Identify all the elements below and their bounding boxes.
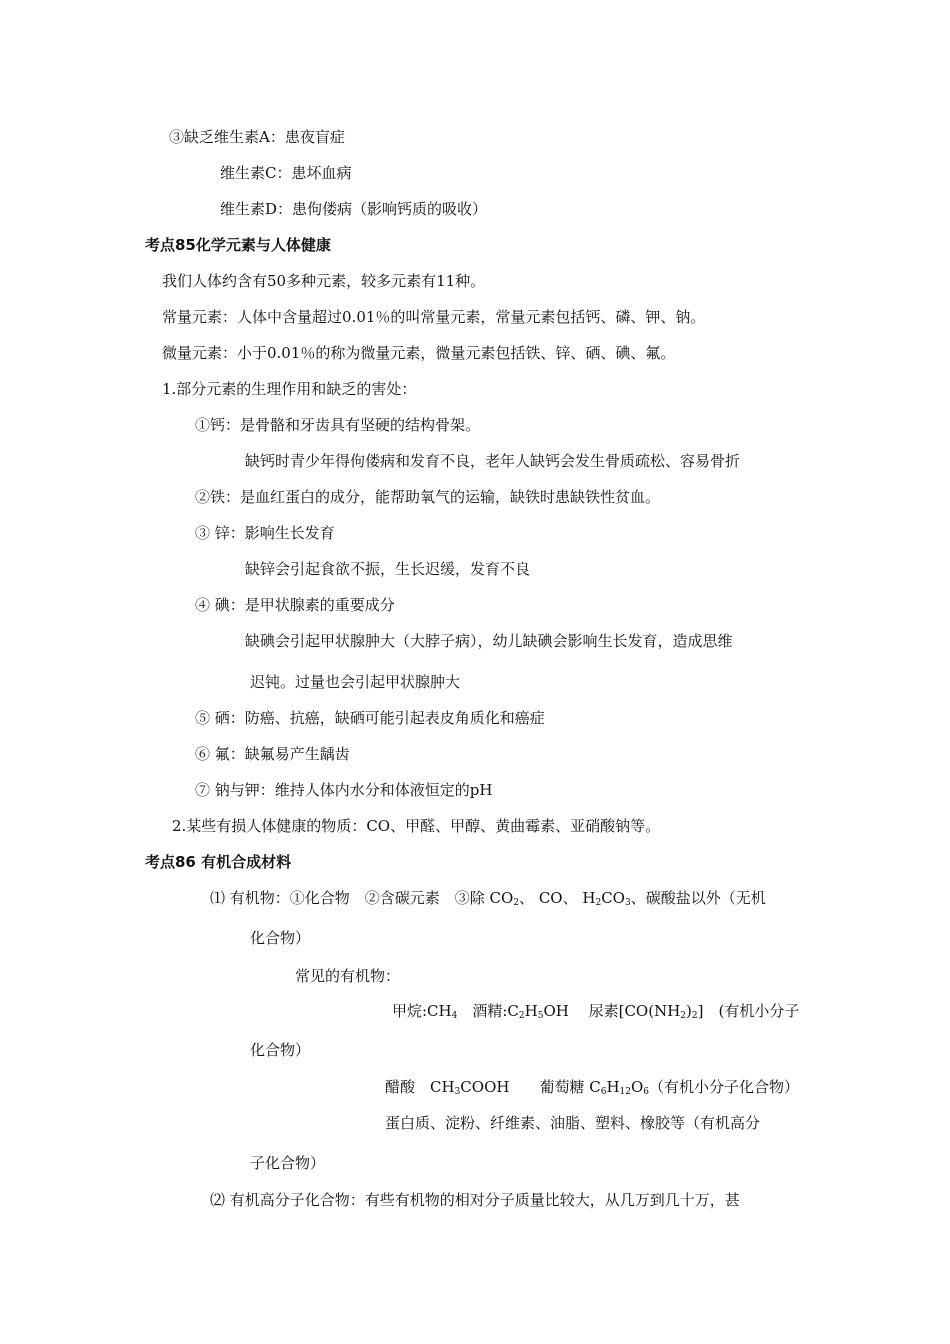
text-line: ①钙：是骨骼和牙齿具有坚硬的结构骨架。: [195, 416, 481, 434]
text-line: 2.某些有损人体健康的物质：CO、甲醛、甲醇、黄曲霉素、亚硝酸钠等。: [172, 817, 661, 835]
text-line: 化合物）: [250, 1041, 311, 1059]
text-line: 维生素D：患佝偻病（影响钙质的吸收）: [220, 200, 488, 218]
text-line: 1.部分元素的生理作用和缺乏的害处：: [162, 380, 417, 398]
text-line: 迟钝。过量也会引起甲状腺肿大: [250, 673, 461, 691]
text-line: 缺碘会引起甲状腺肿大（大脖子病），幼儿缺碘会影响生长发育，造成思维: [245, 632, 733, 650]
text-line: ⑦ 钠与钾：维持人体内水分和体液恒定的pH: [195, 781, 493, 799]
text-line: 化合物）: [250, 929, 311, 947]
text-line: ②铁：是血红蛋白的成分，能帮助氧气的运输，缺铁时患缺铁性贫血。: [195, 488, 661, 506]
text-line: 子化合物）: [250, 1154, 326, 1172]
text-line: ③缺乏维生素A：患夜盲症: [169, 128, 345, 146]
text-line: 蛋白质、淀粉、纤维素、油脂、塑料、橡胶等（有机高分: [385, 1114, 761, 1132]
text-line: 醋酸 $CH_3COOH$ 葡萄糖 $C_6H_{12}O_6$（有机小分子化合物）: [385, 1078, 800, 1097]
section-heading-86: 考点86 有机合成材料: [145, 853, 292, 871]
text-line: ⑥ 氟：缺氟易产生龋齿: [195, 745, 350, 763]
text-line: 常见的有机物：: [295, 967, 401, 985]
text-line: ③ 锌：影响生长发育: [195, 524, 335, 542]
text-line: ⑵ 有机高分子化合物：有些有机物的相对分子质量比较大，从几万到几十万，甚: [210, 1191, 740, 1209]
text-line: ⑤ 硒：防癌、抗癌，缺硒可能引起表皮角质化和癌症: [195, 709, 545, 727]
text-line: 缺钙时青少年得佝偻病和发育不良，老年人缺钙会发生骨质疏松、容易骨折: [245, 452, 741, 470]
text-line: 维生素C：患坏血病: [220, 164, 352, 182]
text-line: 缺锌会引起食欲不振，生长迟缓，发育不良: [245, 560, 531, 578]
text-line: 甲烷$:CH_4$ 酒精$:C_2H_5OH$ 尿素$[CO(NH_2)_2]$ (有机小分子: [392, 1002, 800, 1021]
text-line: ④ 碘：是甲状腺素的重要成分: [195, 596, 395, 614]
text-line: ⑴ 有机物：①化合物 ②含碳元素 ③除 $CO_2$、 CO、 $H_2CO_3$、碳酸盐以外（无机: [210, 889, 766, 908]
text-line: 常量元素：人体中含量超过0.01％的叫常量元素，常量元素包括钙、磷、钾、钠。: [162, 308, 706, 326]
text-line: 我们人体约含有50多种元素，较多元素有11种。: [162, 272, 486, 290]
text-line: 微量元素：小于0.01％的称为微量元素，微量元素包括铁、锌、硒、碘、氟。: [162, 344, 676, 362]
section-heading-85: 考点85化学元素与人体健康: [145, 236, 331, 254]
